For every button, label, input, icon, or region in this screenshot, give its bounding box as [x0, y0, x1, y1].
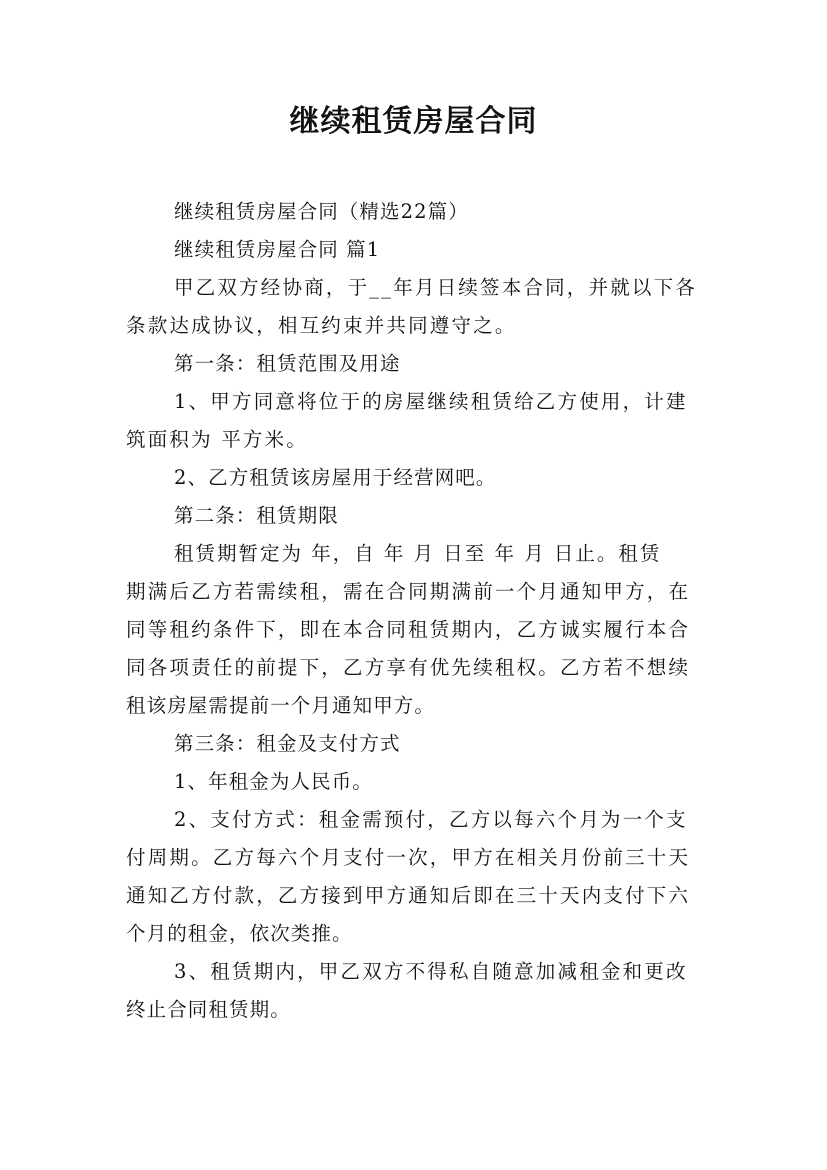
document-subtitle: 继续租赁房屋合同（精选22篇）: [174, 200, 469, 223]
section-heading: 继续租赁房屋合同 篇1: [174, 238, 381, 261]
clause-heading: 第二条：租赁期限: [174, 504, 339, 527]
paragraph-line: 同等租约条件下，即在本合同租赁期内，乙方诚实履行本合: [126, 618, 691, 641]
paragraph-line: 终止合同租赁期。: [126, 998, 291, 1021]
paragraph-line: 1、年租金为人民币。: [174, 770, 373, 793]
paragraph-line: 甲乙双方经协商，于__年月日续签本合同，并就以下各: [174, 276, 698, 299]
paragraph-line: 同各项责任的前提下，乙方享有优先续租权。乙方若不想续: [126, 656, 691, 679]
paragraph-line: 筑面积为 平方米。: [126, 428, 308, 451]
clause-heading: 第一条：租赁范围及用途: [174, 352, 401, 375]
clause-heading: 第三条：租金及支付方式: [174, 732, 401, 755]
paragraph-line: 付周期。乙方每六个月支付一次，甲方在相关月份前三十天: [126, 846, 691, 869]
paragraph-line: 2、乙方租赁该房屋用于经营网吧。: [174, 466, 497, 489]
document-body: [126, 193, 702, 1029]
paragraph-line: 3、租赁期内，甲乙双方不得私自随意加减租金和更改: [174, 960, 688, 983]
paragraph-line: 条款达成协议，相互约束并共同遵守之。: [126, 314, 517, 337]
paragraph-line: 2、支付方式：租金需预付，乙方以每六个月为一个支: [174, 808, 688, 831]
paragraph-line: 期满后乙方若需续租，需在合同期满前一个月通知甲方，在: [126, 580, 691, 603]
document-title: 继续租赁房屋合同: [289, 104, 538, 139]
paragraph-line: 个月的租金，依次类推。: [126, 922, 353, 945]
paragraph-line: 租该房屋需提前一个月通知甲方。: [126, 694, 436, 717]
paragraph-line: 1、甲方同意将位于的房屋继续租赁给乙方使用，计建: [174, 390, 688, 413]
paragraph-line: 租赁期暂定为 年，自 年 月 日至 年 月 日止。租赁: [174, 542, 662, 565]
paragraph-line: 通知乙方付款，乙方接到甲方通知后即在三十天内支付下六: [126, 884, 691, 907]
